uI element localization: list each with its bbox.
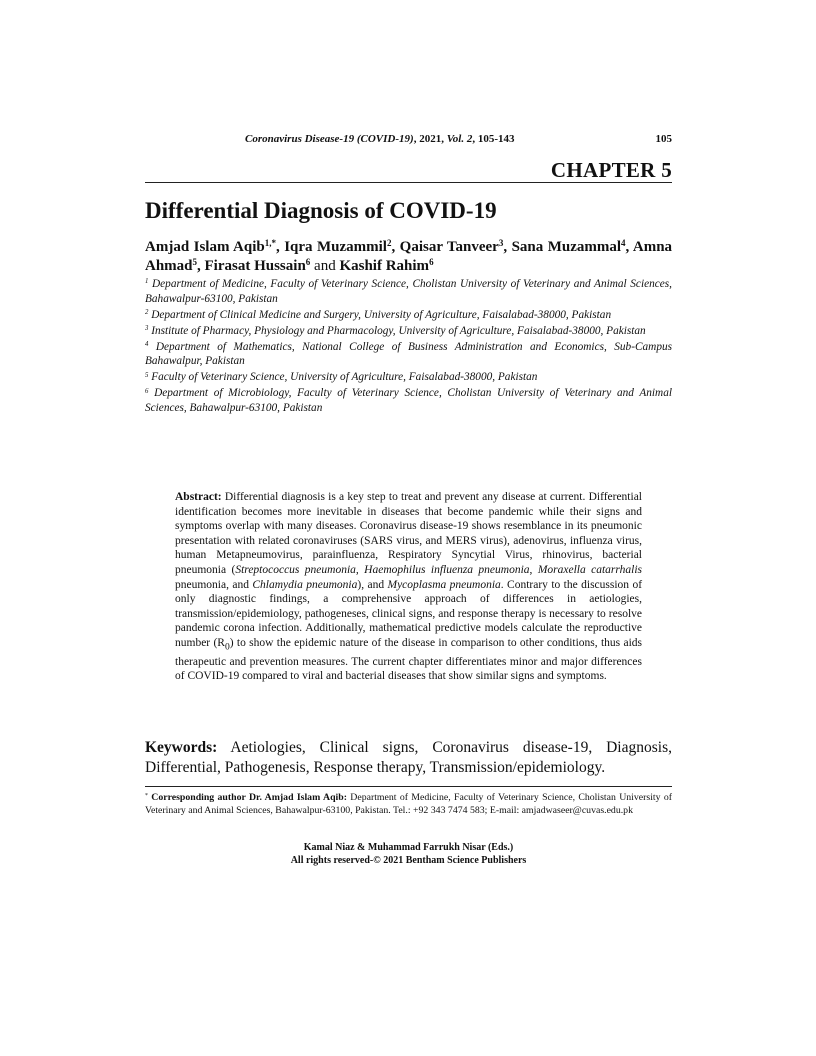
author-affiliation-marker: 3	[498, 238, 504, 249]
keywords-text: Aetiologies, Clinical signs, Coronavirus disease-19, Diagnosis, Differential, Pathogenesis, Response therapy, Transmission/epidemiology.	[145, 739, 672, 776]
keywords	[145, 738, 672, 777]
rights-line: All rights reserved-© 2021 Bentham Science Publishers	[290, 854, 527, 866]
author-name: Kashif Rahim	[339, 258, 430, 274]
affiliation-number: 5	[145, 371, 149, 379]
affiliation-text: Institute of Pharmacy, Physiology and Pharmacology, University of Agriculture, Faisalabad-38000, Pakistan	[151, 324, 646, 337]
affiliation-number: 2	[145, 308, 149, 316]
author-separator: ,	[276, 239, 285, 255]
affiliation-text: Department of Medicine, Faculty of Veterinary Science, Cholistan University of Veterinary and Animal Sciences, Bahawalpur-63100, Pakistan	[145, 278, 672, 305]
author-name: Amjad Islam Aqib	[145, 239, 265, 255]
author-affiliation-marker: 6	[305, 257, 311, 268]
running-head-citation	[245, 133, 515, 145]
author-name: Iqra Muzammil	[284, 239, 387, 255]
chapter-divider	[145, 182, 672, 183]
footnote-label: Corresponding author Dr. Amjad Islam Aqib:	[147, 792, 347, 803]
affiliation-list	[145, 277, 672, 417]
author-affiliation-marker: 5	[192, 257, 198, 268]
journal-year: , 2021,	[413, 133, 447, 145]
journal-pages: , 105-143	[472, 133, 515, 145]
affiliation	[145, 386, 672, 415]
author-separator: ,	[503, 239, 512, 255]
abstract-italic-term: Mycoplasma pneumonia	[387, 578, 501, 591]
abstract-text: Differential diagnosis is a key step to treat and prevent any disease at current. Differential identification becomes more inevitable in diseases that become pandemic while their signs and symptoms overlap with many diseases. Coronavirus disease-19 shows resemblance in its pneumonic presentation with related coronaviruses (SARS virus, and MERS virus), adenovirus, influenza virus, human Metapneumovirus, parainfluenza, Respiratory Syncytial Virus, rhinovirus, bacterial pneumonia (	[175, 491, 642, 576]
editors-line: Kamal Niaz & Muhammad Farrukh Nisar (Eds.)	[303, 842, 514, 853]
abstract-text: ), and	[357, 578, 388, 591]
page-number: 105	[655, 133, 672, 145]
author-affiliation-marker: 1,*	[264, 238, 276, 249]
affiliation-number: 6	[145, 387, 149, 395]
abstract-italic-term: Moraxella catarrhalis	[537, 563, 643, 576]
affiliation-number: 4	[145, 341, 149, 349]
footnote-text: Department of Medicine, Faculty of Veterinary Science, Cholistan University of Veterinary and Animal Sciences, Bahawalpur-63100, Pakistan. Tel.: +92 343 7474 583; E-mail: amjadwaseer@cuvas.edu.pk	[145, 792, 673, 816]
footnote-divider	[145, 786, 672, 787]
affiliation	[145, 277, 672, 306]
affiliation	[145, 308, 672, 323]
author-affiliation-marker: 2	[386, 238, 392, 249]
abstract-text: pneumonia, and	[175, 578, 253, 591]
author-list	[145, 238, 672, 276]
footnote-marker: *	[145, 792, 148, 799]
affiliation-number: 1	[145, 278, 149, 286]
publisher-block	[145, 842, 672, 867]
author-separator: ,	[625, 239, 633, 255]
author-conjunction: and	[314, 258, 336, 274]
author-affiliation-marker: 4	[621, 238, 626, 249]
author-name: Qaisar Tanveer	[399, 239, 499, 255]
affiliation-text: Department of Clinical Medicine and Surgery, University of Agriculture, Faisalabad-38000, Pakistan	[151, 308, 612, 321]
keywords-label: Keywords:	[145, 739, 218, 756]
affiliation-number: 3	[145, 324, 149, 332]
chapter-label: CHAPTER 5	[550, 158, 672, 182]
author-name: Amna Ahmad	[145, 239, 673, 274]
author-separator: ,	[197, 258, 205, 274]
affiliation	[145, 340, 672, 369]
author-name: Firasat Hussain	[204, 258, 306, 274]
affiliation-text: Department of Microbiology, Faculty of Veterinary Science, Cholistan University of Veterinary and Animal Sciences, Bahawalpur-63100, Pakistan	[145, 387, 672, 414]
journal-volume: Vol. 2	[446, 133, 473, 145]
author-name: Sana Muzammal	[511, 239, 622, 255]
abstract-text: ,	[529, 563, 538, 576]
author-separator: ,	[391, 239, 400, 255]
affiliation	[145, 370, 672, 385]
abstract-text: . Contrary to the discussion of only diagnostic findings, a comprehensive approach of differences in aetiologies, transmission/epidemiology, pathogeneses, clinical signs, and response therapy is necessary to resolve pandemic corona infection. Additionally, mathematical predictive models calculate the reproductive number (R	[175, 578, 643, 649]
abstract-italic-term: Streptococcus pneumonia, Haemophilus influenza pneumonia	[235, 563, 530, 576]
affiliation-text: Faculty of Veterinary Science, University of Agriculture, Faisalabad-38000, Pakistan	[151, 371, 538, 384]
running-head	[145, 133, 672, 149]
abstract	[175, 490, 642, 684]
journal-title: Coronavirus Disease-19 (COVID-19)	[245, 133, 414, 145]
corresponding-author-footnote	[145, 792, 672, 817]
chapter-title: Differential Diagnosis of COVID-19	[145, 198, 497, 223]
abstract-italic-term: Chlamydia pneumonia	[252, 578, 358, 591]
abstract-label: Abstract:	[175, 491, 222, 503]
author-affiliation-marker: 6	[429, 257, 434, 268]
affiliation-text: Department of Mathematics, National College of Business Administration and Economics, Sub-Campus Bahawalpur, Pakistan	[145, 340, 673, 368]
affiliation	[145, 324, 672, 339]
abstract-text: ) to show the epidemic nature of the disease in comparison to other conditions, thus aids therapeutic and prevention measures. The current chapter differentiates minor and major differences of COVID-19 compared to viral and bacterial diseases that show similar signs and symptoms.	[175, 636, 642, 683]
abstract-subscript: 0	[224, 641, 230, 653]
